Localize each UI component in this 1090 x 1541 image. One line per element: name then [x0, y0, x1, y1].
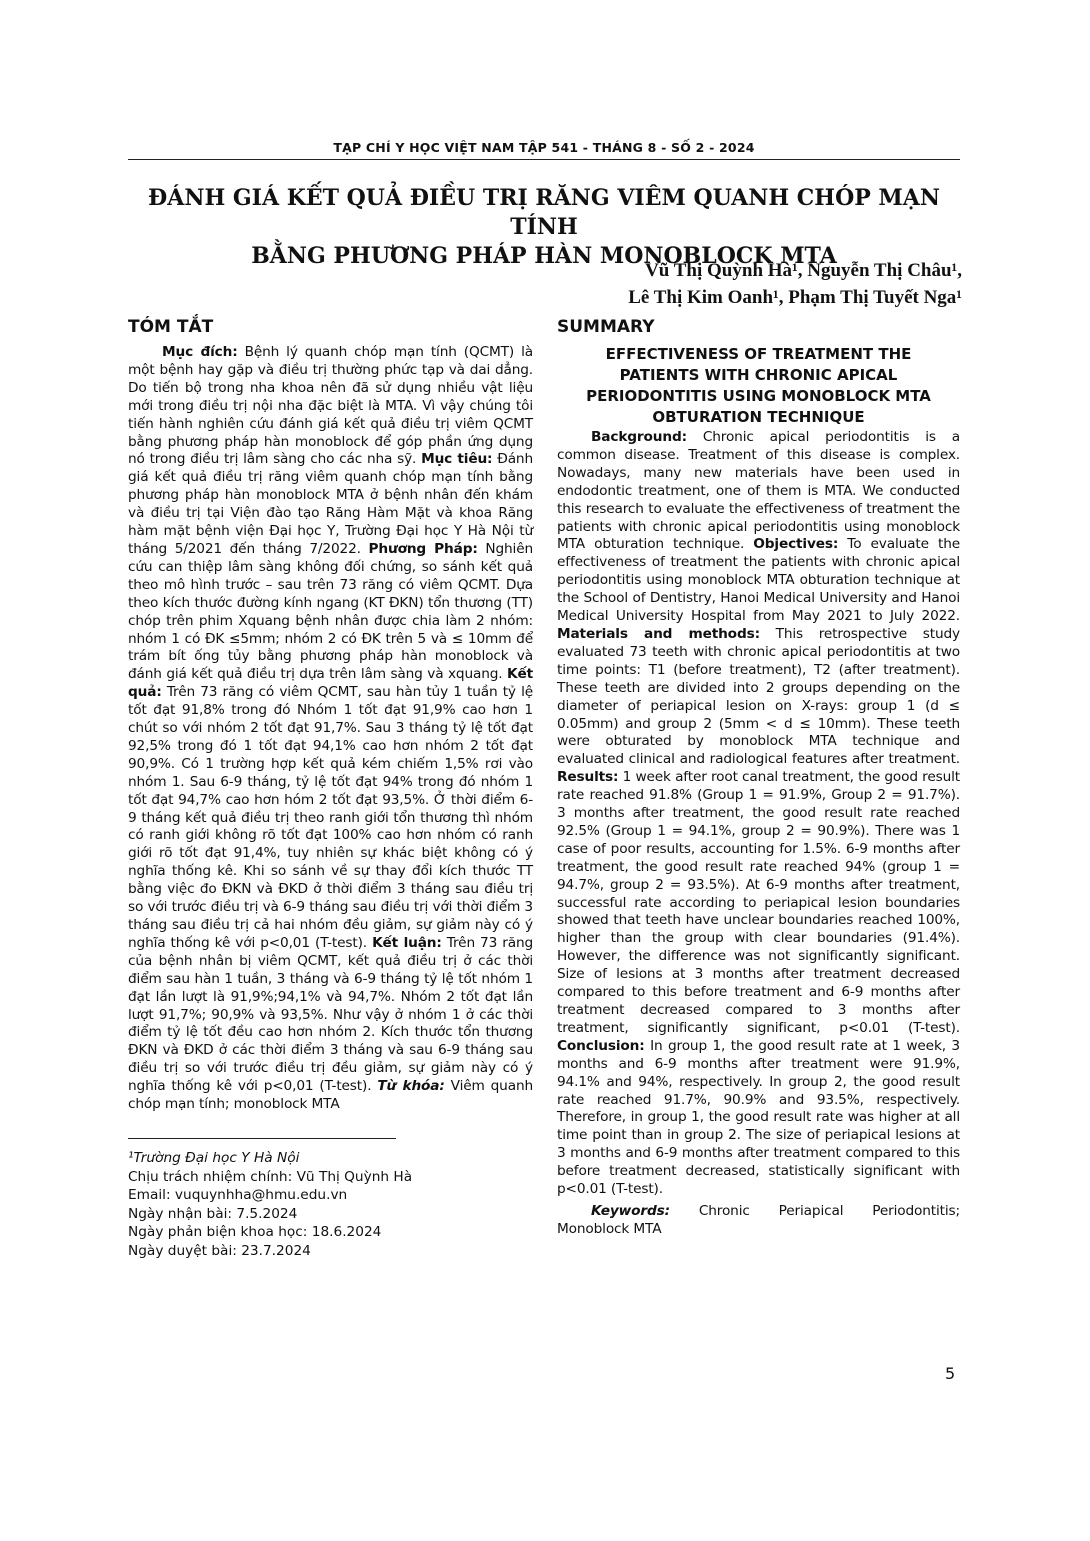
label-methods: Materials and methods:: [557, 625, 760, 642]
footnote-responsible: Chịu trách nhiệm chính: Vũ Thị Quỳnh Hà: [128, 1168, 413, 1185]
text-objectives: To evaluate the effectiveness of treatment the patients with chronic apical periodontitis using monoblock MTA obturation technique at the School of Dentistry, Hanoi Medical University and Hanoi Medical University Hospital from May 2021 to July 2022.: [557, 536, 960, 625]
label-ket-qua: Kết quả:: [128, 666, 533, 701]
english-title-line-4: OBTURATION TECHNIQUE: [652, 408, 865, 426]
text-results: 1 week after root canal treatment, the good result rate reached 91.8% (Group 1 = 91.9%, Group 2 = 91.7%). 3 months after treatment, the good result rate reached 92.5% (Group 1 = 94.1%, group 2 = 90.9%). There was 1 case of poor results, accounting for 1.5%. 6-9 months after treatment, the good result rate reached 94% (group 1 = 94.7%, group 2 = 93.5%). At 6-9 months after treatment, successful rate according to periapical lesion boundaries showed that teeth have unclear boundaries reached 100%, higher than the group with clear boundaries (91.4%). However, the difference was not significantly significant. Size of lesions at 3 months after treatment decreased compared to this before treatment and 6-9 months after treatment decreased compared to 3 months after treatment, significantly significant, p<0.01 (T-test).: [557, 769, 960, 1036]
english-title-line-2: PATIENTS WITH CHRONIC APICAL: [619, 366, 898, 384]
footnote-received-date: Ngày nhận bài: 7.5.2024: [128, 1205, 298, 1222]
label-background: Background:: [591, 429, 687, 445]
english-title-line-3: PERIODONTITIS USING MONOBLOCK MTA: [586, 387, 931, 405]
author-line-1: Vũ Thị Quỳnh Hà¹, Nguyễn Thị Châu¹,: [645, 260, 962, 281]
text-ket-luan: Trên 73 răng của bệnh nhân bị viêm QCMT, kết quả điều trị ở các thời điểm sau hàn 1 tuần, 3 tháng và 6-9 tháng tỷ lệ tốt nhóm 1 đạt lần lượt là 91,9%;94,1% và 94,7%. Nhóm 2 tốt đạt lần lượt 91,7%; 90,9% và 93,5%. Như vậy ở nhóm 1 ở các thời điểm tỷ lệ tốt đều cao hơn nhóm 2. Kích thước tổn thương ĐKN và ĐKD ở các thời điểm 3 tháng và sau 6-9 tháng sau điều trị so với trước điều trị đều giảm, sự giảm này có ý nghĩa thống kê với p<0,01 (T-test).: [128, 934, 534, 1095]
text-muc-tieu: Đánh giá kết quả điều trị răng viêm quanh chóp mạn tính bằng phương pháp hàn monoblock MTA ở bệnh nhân đến khám và điều trị tại Viện đào tạo Răng Hàm Mặt và khoa Răng hàm mặt bệnh viện Đại học Y, Trường Đại học Y Hà Nội từ tháng 5/2021 đến tháng 7/2022.: [128, 451, 533, 557]
english-title-line-1: EFFECTIVENESS OF TREATMENT THE: [605, 345, 912, 363]
label-tu-khoa: Từ khóa:: [377, 1078, 445, 1095]
vietnamese-abstract-column: [128, 316, 533, 1261]
text-tu-khoa: Viêm quanh chóp mạn tính; monoblock MTA: [128, 1078, 533, 1113]
english-title: [557, 344, 960, 428]
text-conclusion: In group 1, the good result rate at 1 week, 3 months and 6-9 months after treatment were 91.9%, 94.1% and 94%, respectively. In group 2, the good result rate reached 91.7%, 90.9% and 93.5%, respectively. Therefore, in group 1, the good result rate was higher at all time point than in group 2. The size of periapical lesions at 3 months and 6-9 months after treatment compared to this before treatment decreased, statistically significant with p<0.01 (T-test).: [557, 1037, 960, 1198]
header-rule: [128, 159, 960, 160]
page-number: 5: [945, 1364, 956, 1383]
label-results: Results:: [557, 769, 619, 786]
english-summary-column: [557, 316, 960, 1239]
english-keywords: [557, 1203, 960, 1239]
text-methods: This retrospective study evaluated 73 teeth with chronic apical periodontitis at two time points: T1 (before treatment), T2 (after treatment). These teeth are divided into 2 groups depending on the diameter of periapical lesion on X-rays: group 1 (d ≤ 0.05mm) and group 2 (5mm < d ≤ 10mm). These teeth were obturated by monoblock MTA technique and evaluated clinical and radiological features after treatment.: [557, 625, 960, 768]
text-keywords: Chronic Periapical Periodontitis; Monoblock MTA: [557, 1202, 960, 1237]
label-muc-dich: Mục đích:: [162, 344, 238, 360]
english-summary-heading: SUMMARY: [557, 317, 655, 337]
footnote-accepted-date: Ngày duyệt bài: 23.7.2024: [128, 1242, 311, 1259]
label-objectives: Objectives:: [753, 536, 839, 553]
author-list: [628, 257, 962, 311]
journal-header: TẠP CHÍ Y HỌC VIỆT NAM TẬP 541 - THÁNG 8 - SỐ 2 - 2024: [333, 140, 755, 155]
vietnamese-abstract-body: [128, 344, 533, 1114]
label-conclusion: Conclusion:: [557, 1037, 645, 1054]
label-muc-tieu: Mục tiêu:: [421, 451, 493, 468]
text-background: Chronic apical periodontitis is a common disease. Treatment of this disease is complex. Nowadays, many new materials have been used in endodontic treatment, one of them is MTA. We conducted this research to evaluate the effectiveness of treatment the patients with chronic apical periodontitis using monoblock MTA obturation technique.: [557, 429, 960, 553]
footnote-affiliation: ¹Trường Đại học Y Hà Nội: [128, 1149, 300, 1166]
english-summary-body: [557, 429, 960, 1199]
footnote-email: Email: vuquynhha@hmu.edu.vn: [128, 1187, 348, 1204]
article-title-line-1: ĐÁNH GIÁ KẾT QUẢ ĐIỀU TRỊ RĂNG VIÊM QUANH CHÓP MẠN TÍNH: [148, 185, 940, 240]
label-phuong-phap: Phương Pháp:: [368, 540, 478, 557]
label-keywords: Keywords:: [591, 1202, 670, 1219]
author-line-2: Lê Thị Kim Oanh¹, Phạm Thị Tuyết Nga¹: [628, 287, 962, 308]
label-ket-luan: Kết luận:: [372, 934, 442, 951]
text-muc-dich: Bệnh lý quanh chóp mạn tính (QCMT) là một bệnh hay gặp và điều trị thường phức tạp và dai dẳng. Do tiến bộ trong nha khoa nên đã sử dụng nhiều vật liệu mới trong điều trị nội nha đặc biệt là MTA. Vì vậy chúng tôi tiến hành nghiên cứu đánh giá kết quả điều trị viêm QCMT bằng phương pháp hàn monoblock để góp phần ứng dụng nó trong điều trị lâm sàng cho các nha sỹ.: [128, 344, 533, 468]
footnote-rule: [128, 1138, 396, 1139]
footnote-review-date: Ngày phản biện khoa học: 18.6.2024: [128, 1224, 382, 1241]
vietnamese-abstract-heading: TÓM TẮT: [128, 317, 214, 337]
article-title-line-2: BẰNG PHƯƠNG PHÁP HÀN MONOBLOCK MTA: [251, 243, 837, 269]
text-ket-qua: Trên 73 răng có viêm QCMT, sau hàn tủy 1 tuần tỷ lệ tốt đạt 91,8% trong đó Nhóm 1 tốt đạt 91,9% cao hơn 1 chút so với nhóm 2 tốt đạt 91,7%. Sau 3 tháng tỷ lệ tốt đạt 92,5% trong đó 1 tốt đạt 94,1% cao hơn nhóm 2 tốt đạt 90,9%. Có 1 trường hợp kết quả kém chiếm 1,5% rơi vào nhóm 1. Sau 6-9 tháng, tỷ lệ tốt đạt 94% trong đó nhóm 1 tốt đạt 94,7% cao hơn hóm 2 tốt đạt 93,5%. Ở thời điểm 6-9 tháng kết quả điều trị theo ranh giới tổn thương thì nhóm có ranh giới không rõ tốt đạt 100% cao hơn nhóm có ranh giới rõ tốt đạt 91,4%, tuy nhiên sự khác biệt không có ý nghĩa thống kê. Khi so sánh về sự thay đổi kích thước TT bằng việc đo ĐKN và ĐKD ở thời điểm 3 tháng sau điều trị so với trước điều trị và 6-9 tháng sau điều trị với thời điểm 3 tháng sau điều trị cả hai nhóm đều giảm, sự giảm này có ý nghĩa thống kê với p<0,01 (T-test).: [128, 684, 533, 951]
text-phuong-phap: Nghiên cứu can thiệp lâm sàng không đối chứng, so sánh kết quả theo mô hình trước – sau trên 73 răng có viêm QCMT. Dựa theo kích thước đường kính ngang (KT ĐKN) tổn thương (TT) chóp trên phim Xquang bệnh nhân được chia làm 2 nhóm: nhóm 1 có ĐK ≤5mm; nhóm 2 có ĐK trên 5 và ≤ 10mm để trám bít ống tủy bằng phương pháp hàn monoblock và đánh giá kết quả điều trị dựa trên lâm sàng và xquang.: [128, 540, 533, 683]
